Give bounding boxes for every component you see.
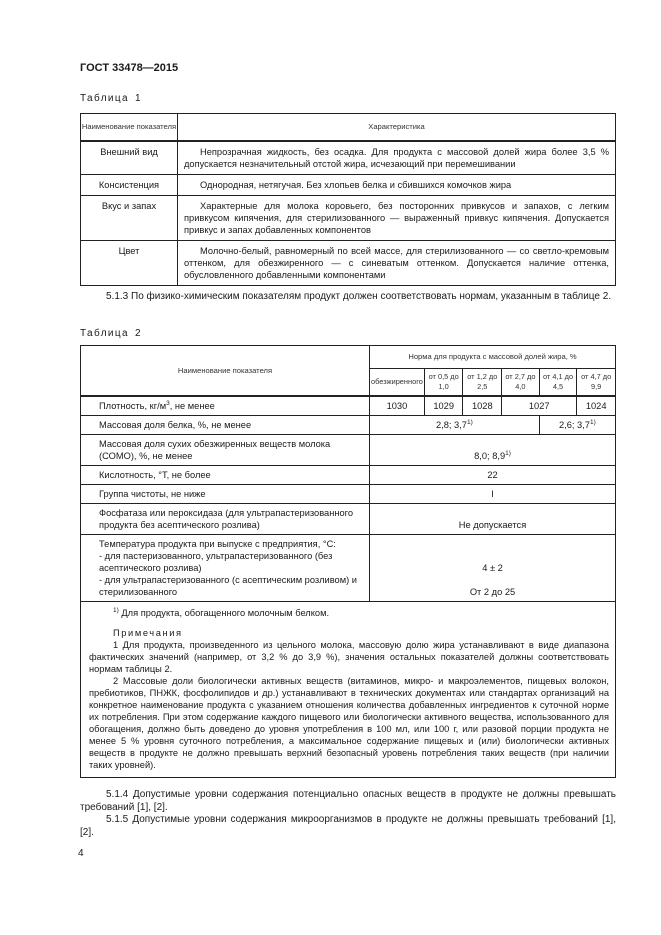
table-row <box>81 241 616 286</box>
purity-value: I <box>370 484 616 503</box>
table2-subhead: от 0,5 до 1,0 <box>424 369 463 397</box>
row-name: Консистенция <box>81 175 178 196</box>
row-name: Внешний вид <box>81 141 178 175</box>
footnote-ref: 1) <box>589 418 596 426</box>
table-2 <box>80 345 616 778</box>
document-header: ГОСТ 33478—2015 <box>80 62 179 74</box>
density-name: Плотность, кг/м <box>99 400 167 411</box>
table2-subhead: от 4,7 до 9,9 <box>577 369 616 397</box>
table2-head-norm: Норма для продукта с массовой долей жира, % <box>370 346 616 369</box>
table2-caption-word: Таблица <box>80 328 130 339</box>
density-value: 1030 <box>370 396 425 415</box>
row-name: Цвет <box>81 241 178 286</box>
table2-caption <box>80 328 141 339</box>
row-name: Массовая доля сухих обезжиренных веществ молока (СОМО), %, не менее <box>81 434 370 465</box>
paragraph-5-1-4: 5.1.4 Допустимые уровни содержания потенциально опасных веществ в продукте не должны превышать требований [1], [2]. <box>80 789 616 813</box>
density-value: 1028 <box>463 396 502 415</box>
table-row <box>81 534 616 601</box>
row-name <box>81 534 370 601</box>
protein-value-b-text: 2,6; 3,7 <box>558 419 590 430</box>
footnote-ref: 1) <box>466 418 473 426</box>
table2-subhead: от 2,7 до 4,0 <box>502 369 540 397</box>
row-name: Кислотность, °Т, не более <box>81 465 370 484</box>
row-text: Непрозрачная жидкость, без осадка. Для продукта с массовой долей жира более 3,5 % допускается незначительный отстой жира, исчезающий при перемешивании <box>184 147 609 169</box>
row-text: Однородная, нетягучая. Без хлопьев белка и сбившихся комочков жира <box>200 180 512 190</box>
table-row <box>81 503 616 534</box>
notes-row <box>81 601 616 777</box>
table2-notes <box>81 601 616 777</box>
protein-value-a-text: 2,8; 3,7 <box>435 419 467 430</box>
page-number: 4 <box>78 848 84 859</box>
phosphatase-value: Не допускается <box>370 503 616 534</box>
density-name-tail: , не менее <box>169 400 215 411</box>
row-text: Молочно-белый, равномерный по всей массе, для стерилизованного — со светло-кремовым оттенком, для обезжиренного — с синеватым оттенком. Допускается наличие оттенка, обусловленного добавленными компонентами <box>184 246 609 280</box>
table1-caption-num: 1 <box>135 93 141 104</box>
temperature-name: Температура продукта при выпуске с предприятия, °С: <box>99 538 336 549</box>
table2-subhead: обезжиренного <box>370 369 425 397</box>
table1-head-characteristic: Характеристика <box>178 114 616 142</box>
table-1 <box>80 113 616 286</box>
notes-title: Примечания <box>113 627 183 638</box>
table-row <box>81 415 616 434</box>
temperature-value1: 4 ± 2 <box>482 562 503 573</box>
temperature-values <box>370 534 616 601</box>
temperature-value2: От 2 до 25 <box>469 586 516 597</box>
table1-caption <box>80 93 141 104</box>
footnote-text: Для продукта, обогащенного молочным белком. <box>121 607 330 618</box>
footnote <box>89 607 609 619</box>
paragraph-5-1-3: 5.1.3 По физико-химическим показателям продукт должен соответствовать нормам, указанным в таблице 2. <box>106 291 612 302</box>
table-row <box>81 465 616 484</box>
row-name <box>81 396 370 415</box>
density-value: 1027 <box>502 396 577 415</box>
table2-subhead: от 1,2 до 2,5 <box>463 369 502 397</box>
protein-value-a <box>370 415 540 434</box>
table2-caption-num: 2 <box>135 328 141 339</box>
density-value: 1029 <box>424 396 463 415</box>
table-row <box>81 396 616 415</box>
table1-head-name: Наименование показателя <box>81 114 178 142</box>
density-value: 1024 <box>577 396 616 415</box>
footnote-ref: 1) <box>505 449 511 457</box>
paragraph-5-1-5: 5.1.5 Допустимые уровни содержания микроорганизмов в продукте не должны превышать требований [1], [2]. <box>80 814 616 838</box>
table1-caption-word: Таблица <box>80 93 130 104</box>
table2-head-name: Наименование показателя <box>81 346 370 397</box>
table-row <box>81 141 616 175</box>
note-1: 1 Для продукта, произведенного из цельного молока, массовую долю жира устанавливают в виде диапазона фактических значений (например, от 3,2 % до 3,9 %), значения остальных показателей должны соответствовать нормам таблицы 2. <box>89 639 609 674</box>
footnote-mark: 1) <box>113 606 119 614</box>
row-name: Группа чистоты, не ниже <box>81 484 370 503</box>
table-row <box>81 175 616 196</box>
table2-subhead: от 4,1 до 4,5 <box>539 369 577 397</box>
como-value <box>370 434 616 465</box>
row-text: Характерные для молока коровьего, без посторонних привкусов и запахов, с легким привкусом кипячения, для стерилизованного — выраженный привкус кипячения. Допускается привкус и запах добавленных компонентов <box>184 201 609 235</box>
temperature-line2: - для ультрапастеризованного (с асептическим розливом) и стерилизованного <box>99 574 357 597</box>
density-unit-sup: 3 <box>166 399 170 407</box>
row-name: Массовая доля белка, %, не менее <box>81 415 370 434</box>
note-2: 2 Массовые доли биологически активных веществ (витаминов, микро- и макроэлементов, пищевых волокон, пребиотиков, ПНЖК, фосфолипидов и др.) устанавливают в технических документах или стандартах организаций на конкретное наименование продукта с указанием отношения количества добавленных ингредиентов к суточной норме их потребления. При этом содержание каждого пищевого или биологически активного вещества, использованного для обогащения, должно быть доведено до уровня употребления в 100 мл, или 100 г, или разовой порции продукта не менее 5 % уровня суточного потребления, а максимальное содержание пищевых и (или) биологически активных веществ в продукте не должно превышать верхний безопасный уровень потребления таких веществ (при наличии таких уровней). <box>89 675 609 770</box>
temperature-line1: - для пастеризованного, ультрапастеризованного (без асептического розлива) <box>99 550 333 573</box>
protein-value-b <box>539 415 615 434</box>
row-name: Фосфатаза или пероксидаза (для ультрапастеризованного продукта без асептического розлива) <box>81 503 370 534</box>
acidity-value: 22 <box>370 465 616 484</box>
table-row <box>81 484 616 503</box>
table-row <box>81 434 616 465</box>
como-value-text: 8,0; 8,9 <box>474 450 506 461</box>
table-row <box>81 196 616 241</box>
row-name: Вкус и запах <box>81 196 178 241</box>
